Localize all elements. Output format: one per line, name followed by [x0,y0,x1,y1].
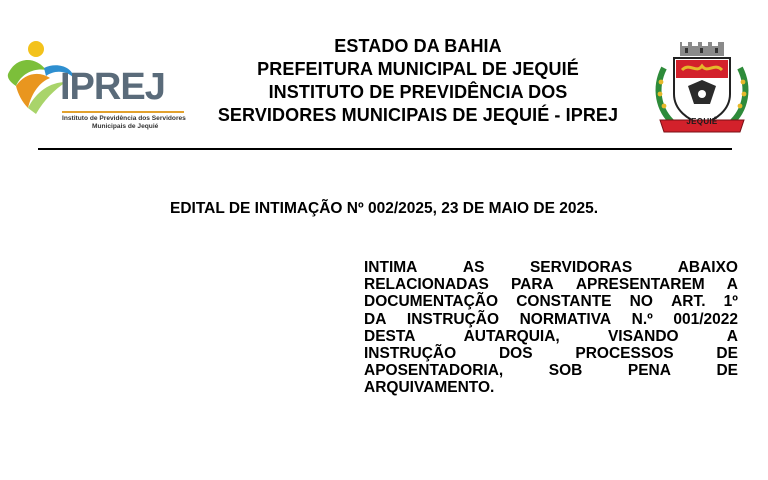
intima-word: AUTARQUIA, [463,327,560,345]
intima-word: CONSTANTE [516,293,612,311]
intima-word: RELACIONADAS [364,276,489,294]
intima-word: INSTRUÇÃO [406,310,500,328]
header-line-servidores: SERVIDORES MUNICIPAIS DE JEQUIÉ - IPREJ [217,105,619,125]
intima-word: NO [629,293,653,311]
intima-word: APRESENTAREM [575,276,705,294]
intima-line [364,345,738,362]
intima-line [364,276,738,293]
header-line-instituto: INSTITUTO DE PREVIDÊNCIA DOS [268,82,568,102]
intima-word: N.º [631,310,653,328]
edital-title: EDITAL DE INTIMAÇÃO Nº 002/2025, 23 DE MAIO DE 2025. [169,200,599,217]
intima-word: DOS [498,345,533,363]
intima-word: 1º [723,293,738,311]
intima-word: ART. [671,293,706,311]
intima-word: SERVIDORAS [529,259,633,276]
intima-word: APOSENTADORIA, [364,362,504,380]
intima-paragraph [364,259,738,397]
intima-word: PARA [510,276,554,294]
intima-word: DOCUMENTAÇÃO [364,293,499,311]
coat-of-arms-icon [652,38,752,140]
intima-word: DE [716,362,738,380]
document-header [180,35,656,127]
logo-subtitle-line2: Municipais de Jequié [92,123,159,130]
intima-word: SOB [548,362,583,380]
intima-line [364,379,738,396]
intima-word: VISANDO [607,327,679,345]
intima-word: DESTA [364,327,416,345]
intima-line [364,259,738,276]
intima-word: INSTRUÇÃO [364,345,457,363]
intima-line [364,362,738,379]
intima-word: PENA [627,362,671,380]
intima-word: INTIMA [364,259,418,276]
intima-line [364,328,738,345]
intima-word: NORMATIVA [519,310,612,328]
header-line-prefeitura: PREFEITURA MUNICIPAL DE JEQUIÉ [257,59,579,79]
intima-word: DE [716,345,738,363]
logo-underline [62,111,184,113]
logo-wordmark: IPREJ [60,66,165,108]
coat-banner-label: JEQUIÉ [686,117,718,126]
header-divider [38,148,732,150]
intima-word: DA [364,310,387,328]
iprej-logo [6,38,184,134]
intima-word: 001/2022 [673,310,738,328]
intima-word: PROCESSOS [575,345,674,363]
intima-line [364,311,738,328]
intima-word: ABAIXO [677,259,738,276]
intima-word: A [726,276,738,294]
header-line-state: ESTADO DA BAHIA [334,36,502,56]
intima-line [364,293,738,310]
intima-word: A [726,327,738,345]
logo-subtitle-line1: Instituto de Previdência dos Servidores [62,115,186,122]
intima-word: ARQUIVAMENTO. [364,379,495,397]
intima-word: AS [462,259,485,276]
